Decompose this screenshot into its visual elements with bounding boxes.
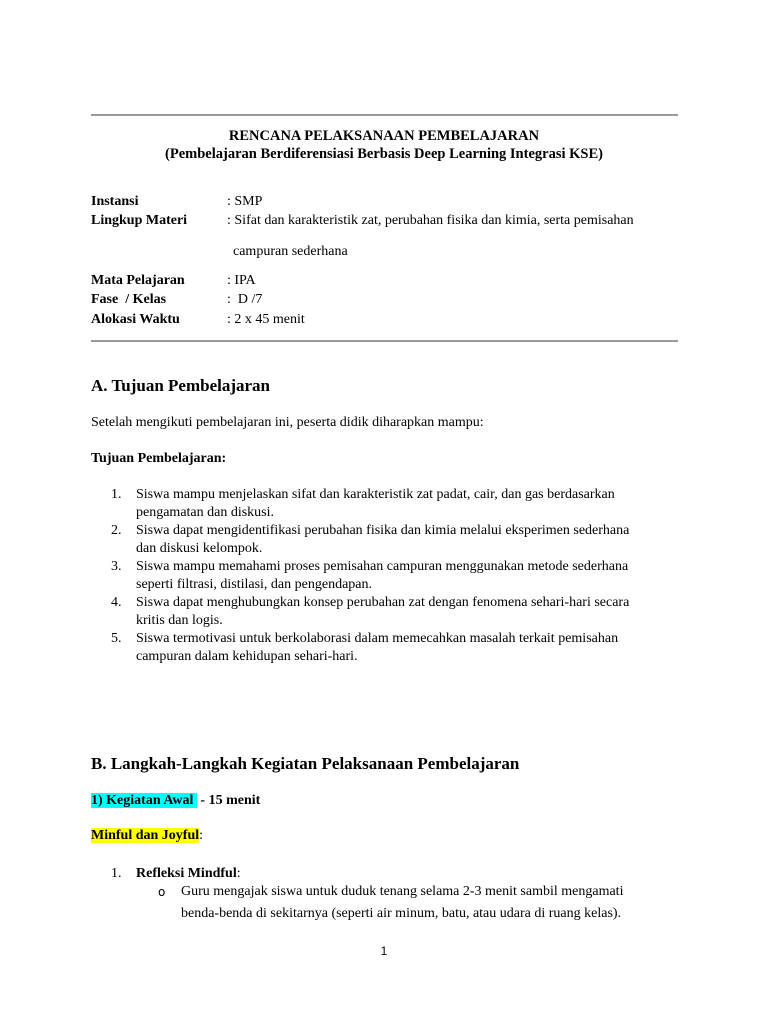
field-value-lingkup-materi: : Sifat dan karakteristik zat, perubahan fisika dan kimia, serta pemisahan [227,213,634,228]
field-label-instansi: Instansi [91,194,139,209]
list-item [91,630,681,666]
list-item-text: Siswa mampu menjelaskan sifat dan karakteristik zat padat, cair, dan gas berdasarkan [136,487,615,502]
list-item-text-cont: kritis dan logis. [136,613,223,628]
field-value-mata-pelajaran: : IPA [227,273,256,288]
field-label-alokasi-waktu: Alokasi Waktu [91,312,180,327]
list-item-text-cont: campuran dalam kehidupan sehari-hari. [136,649,358,664]
step-number: 1. [111,866,122,881]
list-item [91,594,681,630]
list-item [91,522,681,558]
bullet-marker: o [158,885,166,899]
activity-line [91,793,260,809]
field-label-lingkup-materi: Lingkup Materi [91,213,188,228]
learning-objectives-list [91,486,681,666]
field-value-fase-kelas: : D /7 [227,292,263,307]
list-item-text: Siswa termotivasi untuk berkolaborasi dalam memecahkan masalah terkait pemisahan [136,631,619,646]
section-a-subheading: Tujuan Pembelajaran: [91,451,227,466]
list-item [91,486,681,522]
list-item [91,558,681,594]
theme-label: Minful dan Joyful [91,828,200,843]
bullet-text-line-1: Guru mengajak siswa untuk duduk tenang selama 2-3 menit sambil mengamati [181,884,624,899]
activity-label: 1) Kegiatan Awal [91,793,197,808]
field-value-lingkup-materi-cont: campuran sederhana [233,244,348,259]
field-value-alokasi-waktu: : 2 x 45 menit [227,312,305,327]
page-number: 1 [380,944,388,958]
field-value-instansi: : SMP [227,194,263,209]
list-item-number: 3. [111,559,122,574]
bullet-text [181,881,678,925]
section-a-heading: A. Tujuan Pembelajaran [91,376,270,395]
field-label-mata-pelajaran: Mata Pelajaran [91,273,185,288]
theme-colon: : [199,828,204,843]
step-line [136,866,241,882]
header-bottom-rule [91,340,678,342]
list-item-text: Siswa mampu memahami proses pemisahan campuran menggunakan metode sederhana [136,559,629,574]
step-title: Refleksi Mindful [136,866,237,881]
activity-time: - 15 menit [196,793,261,808]
list-item-text-cont: dan diskusi kelompok. [136,541,263,556]
bullet-text-line-2: benda-benda di sekitarnya (seperti air minum, batu, atau udara di ruang kelas). [181,906,622,921]
list-item-text: Siswa dapat mengidentifikasi perubahan fisika dan kimia melalui eksperimen sederhana [136,523,630,538]
list-item-number: 1. [111,487,122,502]
section-b-heading: B. Langkah-Langkah Kegiatan Pelaksanaan Pembelajaran [91,754,520,773]
field-label-fase-kelas: Fase / Kelas [91,292,167,307]
list-item-number: 5. [111,631,122,646]
theme-line [91,828,203,844]
list-item-text: Siswa dapat menghubungkan konsep perubahan zat dengan fenomena sehari-hari secara [136,595,630,610]
list-item-text-cont: pengamatan dan diskusi. [136,505,275,520]
document-title: RENCANA PELAKSANAAN PEMBELAJARAN [228,128,540,144]
step-colon: : [236,866,241,881]
section-a-intro: Setelah mengikuti pembelajaran ini, peserta didik diharapkan mampu: [91,415,484,430]
list-item-number: 2. [111,523,122,538]
header-top-rule [91,114,678,116]
document-subtitle: (Pembelajaran Berdiferensiasi Berbasis Deep Learning Integrasi KSE) [165,146,603,162]
list-item-text-cont: seperti filtrasi, distilasi, dan pengendapan. [136,577,372,592]
list-item-number: 4. [111,595,122,610]
